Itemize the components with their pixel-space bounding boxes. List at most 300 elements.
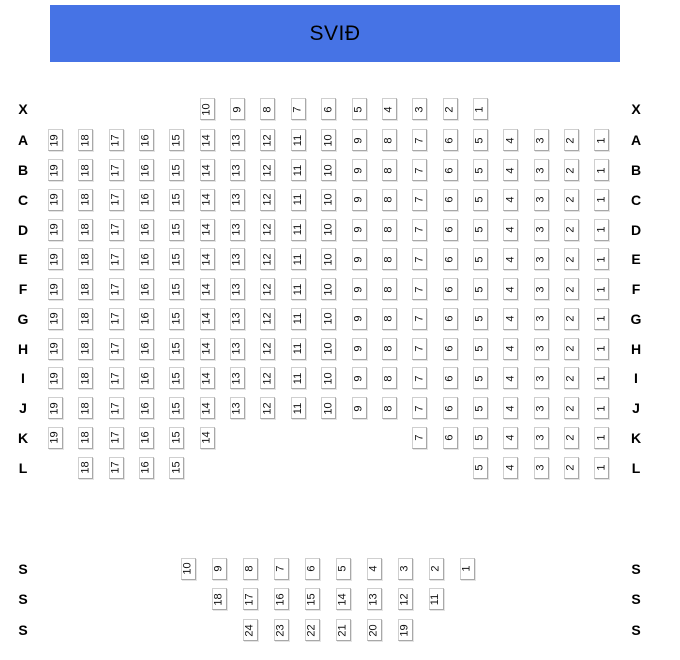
seat-number: 1 bbox=[595, 256, 608, 263]
seat-s-14-11[interactable] bbox=[429, 588, 444, 610]
seat-number: 8 bbox=[261, 105, 274, 113]
seat-k-11-4[interactable] bbox=[503, 427, 518, 449]
seat-number: 6 bbox=[443, 345, 456, 352]
seat-j-10-8[interactable] bbox=[382, 397, 397, 419]
seat-k-11-2[interactable] bbox=[564, 427, 579, 449]
seat-number: 10 bbox=[322, 193, 335, 206]
seat-h-8-3[interactable] bbox=[534, 338, 549, 360]
seat-d-4-10[interactable] bbox=[321, 219, 336, 241]
row-label-right-i-9: I bbox=[634, 370, 638, 387]
seat-a-1-9[interactable] bbox=[352, 129, 367, 151]
seat-d-4-9[interactable] bbox=[352, 219, 367, 241]
seat-number: 14 bbox=[200, 372, 213, 385]
seat-g-7-1[interactable] bbox=[594, 308, 609, 330]
seat-i-9-5[interactable] bbox=[473, 367, 488, 389]
seat-e-5-16[interactable] bbox=[139, 248, 154, 270]
seat-x-0-3[interactable] bbox=[412, 98, 427, 120]
seat-l-12-18[interactable] bbox=[78, 457, 93, 479]
seat-h-8-13[interactable] bbox=[230, 338, 245, 360]
seat-a-1-19[interactable] bbox=[48, 129, 63, 151]
seat-number: 4 bbox=[504, 286, 517, 293]
seat-a-1-18[interactable] bbox=[78, 129, 93, 151]
seat-number: 6 bbox=[443, 226, 456, 233]
seat-s-14-12[interactable] bbox=[398, 588, 413, 610]
seat-s-13-5[interactable] bbox=[336, 558, 351, 580]
seat-s-14-15[interactable] bbox=[305, 588, 320, 610]
seat-number: 12 bbox=[261, 223, 274, 236]
seat-number: 14 bbox=[200, 134, 213, 147]
seat-x-0-1[interactable] bbox=[473, 98, 488, 120]
seat-a-1-1[interactable] bbox=[594, 129, 609, 151]
seat-l-12-16[interactable] bbox=[139, 457, 154, 479]
seat-b-2-10[interactable] bbox=[321, 159, 336, 181]
seat-d-4-2[interactable] bbox=[564, 219, 579, 241]
seat-j-10-16[interactable] bbox=[139, 397, 154, 419]
seat-number: 19 bbox=[49, 282, 61, 296]
seat-s-15-19[interactable] bbox=[398, 619, 413, 641]
seat-j-10-6[interactable] bbox=[443, 397, 458, 419]
seat-d-4-11[interactable] bbox=[291, 219, 306, 241]
seat-g-7-11[interactable] bbox=[291, 308, 306, 330]
seat-number: 6 bbox=[305, 565, 318, 572]
seat-c-3-16[interactable] bbox=[139, 189, 154, 211]
seat-d-4-18[interactable] bbox=[78, 219, 93, 241]
seat-x-0-7[interactable] bbox=[291, 98, 306, 120]
seat-c-3-15[interactable] bbox=[169, 189, 184, 211]
seat-f-6-13[interactable] bbox=[230, 278, 245, 300]
seat-number: 15 bbox=[170, 461, 183, 474]
seat-e-5-11[interactable] bbox=[291, 248, 306, 270]
seat-number: 10 bbox=[200, 102, 213, 116]
seat-i-9-13[interactable] bbox=[230, 367, 245, 389]
seat-k-11-5[interactable] bbox=[473, 427, 488, 449]
seat-number: 15 bbox=[170, 193, 183, 206]
seat-f-6-17[interactable] bbox=[109, 278, 124, 300]
seat-number: 18 bbox=[79, 134, 92, 147]
seat-f-6-8[interactable] bbox=[382, 278, 397, 300]
seat-number: 1 bbox=[595, 464, 608, 471]
seat-g-7-14[interactable] bbox=[200, 308, 215, 330]
seat-number: 14 bbox=[200, 223, 213, 236]
seat-h-8-5[interactable] bbox=[473, 338, 488, 360]
seat-i-9-6[interactable] bbox=[443, 367, 458, 389]
seat-c-3-9[interactable] bbox=[352, 189, 367, 211]
seat-k-11-15[interactable] bbox=[169, 427, 184, 449]
seat-s-13-2[interactable] bbox=[429, 558, 444, 580]
seat-g-7-10[interactable] bbox=[321, 308, 336, 330]
seat-g-7-9[interactable] bbox=[352, 308, 367, 330]
seat-f-6-16[interactable] bbox=[139, 278, 154, 300]
seat-s-15-20[interactable] bbox=[367, 619, 382, 641]
seat-j-10-17[interactable] bbox=[109, 397, 124, 419]
seat-l-12-4[interactable] bbox=[503, 457, 518, 479]
seat-h-8-10[interactable] bbox=[321, 338, 336, 360]
seat-s-15-21[interactable] bbox=[336, 619, 351, 641]
seat-c-3-14[interactable] bbox=[200, 189, 215, 211]
seat-a-1-3[interactable] bbox=[534, 129, 549, 151]
seat-e-5-1[interactable] bbox=[594, 248, 609, 270]
seat-j-10-14[interactable] bbox=[200, 397, 215, 419]
seat-h-8-19[interactable] bbox=[48, 338, 63, 360]
seat-c-3-1[interactable] bbox=[594, 189, 609, 211]
seat-b-2-2[interactable] bbox=[564, 159, 579, 181]
seat-e-5-14[interactable] bbox=[200, 248, 215, 270]
seat-e-5-13[interactable] bbox=[230, 248, 245, 270]
seat-a-1-14[interactable] bbox=[200, 129, 215, 151]
seat-j-10-18[interactable] bbox=[78, 397, 93, 419]
seat-e-5-3[interactable] bbox=[534, 248, 549, 270]
seat-g-7-19[interactable] bbox=[48, 308, 63, 330]
seat-f-6-19[interactable] bbox=[48, 278, 63, 300]
seat-s-14-18[interactable] bbox=[212, 588, 227, 610]
seat-b-2-17[interactable] bbox=[109, 159, 124, 181]
seat-h-8-1[interactable] bbox=[594, 338, 609, 360]
seat-h-8-17[interactable] bbox=[109, 338, 124, 360]
seat-e-5-15[interactable] bbox=[169, 248, 184, 270]
seat-number: 1 bbox=[473, 105, 486, 113]
seat-s-13-9[interactable] bbox=[212, 558, 227, 580]
seat-e-5-8[interactable] bbox=[382, 248, 397, 270]
seat-d-4-4[interactable] bbox=[503, 219, 518, 241]
seat-j-10-1[interactable] bbox=[594, 397, 609, 419]
seat-g-7-5[interactable] bbox=[473, 308, 488, 330]
seat-g-7-17[interactable] bbox=[109, 308, 124, 330]
seat-b-2-12[interactable] bbox=[260, 159, 275, 181]
seat-a-1-11[interactable] bbox=[291, 129, 306, 151]
seat-i-9-2[interactable] bbox=[564, 367, 579, 389]
seat-i-9-7[interactable] bbox=[412, 367, 427, 389]
seat-a-1-6[interactable] bbox=[443, 129, 458, 151]
seat-f-6-10[interactable] bbox=[321, 278, 336, 300]
seat-e-5-19[interactable] bbox=[48, 248, 63, 270]
seat-l-12-15[interactable] bbox=[169, 457, 184, 479]
seat-number: 2 bbox=[429, 565, 442, 572]
row-label-right-s-14: S bbox=[631, 591, 641, 608]
seat-g-7-7[interactable] bbox=[412, 308, 427, 330]
seat-g-7-16[interactable] bbox=[139, 308, 154, 330]
seat-x-0-9[interactable] bbox=[230, 98, 245, 120]
seat-i-9-4[interactable] bbox=[503, 367, 518, 389]
seat-s-14-16[interactable] bbox=[274, 588, 289, 610]
seat-s-13-3[interactable] bbox=[398, 558, 413, 580]
seat-f-6-2[interactable] bbox=[564, 278, 579, 300]
seat-g-7-2[interactable] bbox=[564, 308, 579, 330]
seat-d-4-16[interactable] bbox=[139, 219, 154, 241]
seat-h-8-6[interactable] bbox=[443, 338, 458, 360]
seat-h-8-11[interactable] bbox=[291, 338, 306, 360]
seat-number: 8 bbox=[243, 565, 256, 572]
seat-f-6-4[interactable] bbox=[503, 278, 518, 300]
seat-a-1-13[interactable] bbox=[230, 129, 245, 151]
seat-i-9-16[interactable] bbox=[139, 367, 154, 389]
seat-f-6-3[interactable] bbox=[534, 278, 549, 300]
seat-a-1-7[interactable] bbox=[412, 129, 427, 151]
seat-h-8-2[interactable] bbox=[564, 338, 579, 360]
seat-a-1-4[interactable] bbox=[503, 129, 518, 151]
seat-k-11-19[interactable] bbox=[48, 427, 63, 449]
seat-j-10-10[interactable] bbox=[321, 397, 336, 419]
seat-number: 7 bbox=[413, 137, 426, 144]
seat-e-5-5[interactable] bbox=[473, 248, 488, 270]
seat-i-9-14[interactable] bbox=[200, 367, 215, 389]
seat-e-5-7[interactable] bbox=[412, 248, 427, 270]
seat-s-15-22[interactable] bbox=[305, 619, 320, 641]
seat-e-5-10[interactable] bbox=[321, 248, 336, 270]
seat-h-8-7[interactable] bbox=[412, 338, 427, 360]
seat-i-9-3[interactable] bbox=[534, 367, 549, 389]
seat-number: 18 bbox=[79, 312, 92, 326]
seat-k-11-3[interactable] bbox=[534, 427, 549, 449]
seat-a-1-5[interactable] bbox=[473, 129, 488, 151]
seat-d-4-14[interactable] bbox=[200, 219, 215, 241]
seat-s-13-4[interactable] bbox=[367, 558, 382, 580]
seat-d-4-1[interactable] bbox=[594, 219, 609, 241]
seat-number: 19 bbox=[49, 401, 61, 415]
seat-e-5-4[interactable] bbox=[503, 248, 518, 270]
seat-s-14-17[interactable] bbox=[243, 588, 258, 610]
seat-j-10-15[interactable] bbox=[169, 397, 184, 419]
seat-j-10-5[interactable] bbox=[473, 397, 488, 419]
seat-c-3-7[interactable] bbox=[412, 189, 427, 211]
seat-g-7-4[interactable] bbox=[503, 308, 518, 330]
seat-j-10-11[interactable] bbox=[291, 397, 306, 419]
seat-number: 5 bbox=[473, 375, 486, 382]
seat-h-8-4[interactable] bbox=[503, 338, 518, 360]
seat-x-0-5[interactable] bbox=[352, 98, 367, 120]
seat-h-8-18[interactable] bbox=[78, 338, 93, 360]
seat-g-7-3[interactable] bbox=[534, 308, 549, 330]
row-label-left-d-4: D bbox=[17, 221, 29, 238]
seat-a-1-8[interactable] bbox=[382, 129, 397, 151]
seat-s-15-23[interactable] bbox=[274, 619, 289, 641]
seat-a-1-12[interactable] bbox=[260, 129, 275, 151]
seat-number: 24 bbox=[243, 623, 256, 637]
seat-i-9-9[interactable] bbox=[352, 367, 367, 389]
seat-number: 15 bbox=[170, 282, 183, 296]
seat-b-2-16[interactable] bbox=[139, 159, 154, 181]
seat-number: 15 bbox=[305, 593, 318, 606]
seat-b-2-7[interactable] bbox=[412, 159, 427, 181]
seat-number: 19 bbox=[49, 223, 61, 236]
seat-h-8-12[interactable] bbox=[260, 338, 275, 360]
seat-number: 14 bbox=[200, 342, 213, 355]
seat-x-0-2[interactable] bbox=[443, 98, 458, 120]
seat-b-2-18[interactable] bbox=[78, 159, 93, 181]
seat-number: 14 bbox=[336, 593, 349, 606]
seat-number: 5 bbox=[473, 196, 486, 203]
seat-b-2-9[interactable] bbox=[352, 159, 367, 181]
seat-e-5-6[interactable] bbox=[443, 248, 458, 270]
seat-s-13-7[interactable] bbox=[274, 558, 289, 580]
seat-b-2-19[interactable] bbox=[48, 159, 63, 181]
seat-i-9-17[interactable] bbox=[109, 367, 124, 389]
seat-j-10-3[interactable] bbox=[534, 397, 549, 419]
seat-c-3-2[interactable] bbox=[564, 189, 579, 211]
seat-e-5-2[interactable] bbox=[564, 248, 579, 270]
seat-a-1-15[interactable] bbox=[169, 129, 184, 151]
seat-number: 13 bbox=[231, 342, 244, 355]
seat-f-6-5[interactable] bbox=[473, 278, 488, 300]
row-label-right-l-12: L bbox=[631, 459, 641, 476]
seat-k-11-16[interactable] bbox=[139, 427, 154, 449]
seat-d-4-6[interactable] bbox=[443, 219, 458, 241]
seat-number: 2 bbox=[564, 226, 577, 233]
seat-c-3-4[interactable] bbox=[503, 189, 518, 211]
seat-d-4-8[interactable] bbox=[382, 219, 397, 241]
seat-b-2-8[interactable] bbox=[382, 159, 397, 181]
seat-d-4-7[interactable] bbox=[412, 219, 427, 241]
seat-l-12-1[interactable] bbox=[594, 457, 609, 479]
seat-i-9-15[interactable] bbox=[169, 367, 184, 389]
seat-g-7-8[interactable] bbox=[382, 308, 397, 330]
seat-a-1-17[interactable] bbox=[109, 129, 124, 151]
seat-f-6-6[interactable] bbox=[443, 278, 458, 300]
seat-e-5-18[interactable] bbox=[78, 248, 93, 270]
seat-h-8-8[interactable] bbox=[382, 338, 397, 360]
seat-k-11-18[interactable] bbox=[78, 427, 93, 449]
seat-j-10-2[interactable] bbox=[564, 397, 579, 419]
seat-number: 15 bbox=[170, 401, 183, 415]
seat-j-10-12[interactable] bbox=[260, 397, 275, 419]
seat-g-7-15[interactable] bbox=[169, 308, 184, 330]
seat-i-9-8[interactable] bbox=[382, 367, 397, 389]
seat-g-7-12[interactable] bbox=[260, 308, 275, 330]
seat-e-5-12[interactable] bbox=[260, 248, 275, 270]
seat-b-2-3[interactable] bbox=[534, 159, 549, 181]
seat-f-6-11[interactable] bbox=[291, 278, 306, 300]
seat-l-12-5[interactable] bbox=[473, 457, 488, 479]
seat-f-6-7[interactable] bbox=[412, 278, 427, 300]
seat-c-3-19[interactable] bbox=[48, 189, 63, 211]
seat-b-2-13[interactable] bbox=[230, 159, 245, 181]
seat-h-8-15[interactable] bbox=[169, 338, 184, 360]
seat-g-7-6[interactable] bbox=[443, 308, 458, 330]
row-label-left-e-5: E bbox=[18, 251, 28, 268]
seat-i-9-18[interactable] bbox=[78, 367, 93, 389]
seat-j-10-4[interactable] bbox=[503, 397, 518, 419]
seat-number: 10 bbox=[322, 134, 335, 147]
seat-k-11-17[interactable] bbox=[109, 427, 124, 449]
seat-c-3-17[interactable] bbox=[109, 189, 124, 211]
seat-s-13-10[interactable] bbox=[181, 558, 196, 580]
seat-f-6-12[interactable] bbox=[260, 278, 275, 300]
seat-c-3-11[interactable] bbox=[291, 189, 306, 211]
seat-s-13-1[interactable] bbox=[460, 558, 475, 580]
seat-b-2-5[interactable] bbox=[473, 159, 488, 181]
seat-c-3-6[interactable] bbox=[443, 189, 458, 211]
seat-f-6-1[interactable] bbox=[594, 278, 609, 300]
seat-c-3-3[interactable] bbox=[534, 189, 549, 211]
seat-f-6-15[interactable] bbox=[169, 278, 184, 300]
seat-d-4-3[interactable] bbox=[534, 219, 549, 241]
row-label-right-d-4: D bbox=[630, 221, 642, 238]
seat-d-4-12[interactable] bbox=[260, 219, 275, 241]
seat-i-9-1[interactable] bbox=[594, 367, 609, 389]
seat-k-11-14[interactable] bbox=[200, 427, 215, 449]
seat-x-0-8[interactable] bbox=[260, 98, 275, 120]
seat-b-2-4[interactable] bbox=[503, 159, 518, 181]
seat-i-9-10[interactable] bbox=[321, 367, 336, 389]
seat-b-2-1[interactable] bbox=[594, 159, 609, 181]
seat-j-10-13[interactable] bbox=[230, 397, 245, 419]
seat-k-11-7[interactable] bbox=[412, 427, 427, 449]
seat-d-4-5[interactable] bbox=[473, 219, 488, 241]
seat-c-3-10[interactable] bbox=[321, 189, 336, 211]
seat-c-3-8[interactable] bbox=[382, 189, 397, 211]
seat-g-7-13[interactable] bbox=[230, 308, 245, 330]
seat-number: 18 bbox=[79, 163, 92, 177]
row-label-left-f-6: F bbox=[18, 281, 28, 298]
seat-f-6-18[interactable] bbox=[78, 278, 93, 300]
seat-number: 2 bbox=[564, 315, 577, 322]
seat-c-3-13[interactable] bbox=[230, 189, 245, 211]
seat-l-12-17[interactable] bbox=[109, 457, 124, 479]
seat-c-3-12[interactable] bbox=[260, 189, 275, 211]
seat-d-4-13[interactable] bbox=[230, 219, 245, 241]
seat-a-1-16[interactable] bbox=[139, 129, 154, 151]
seat-k-11-1[interactable] bbox=[594, 427, 609, 449]
seat-number: 10 bbox=[322, 253, 335, 266]
seat-d-4-19[interactable] bbox=[48, 219, 63, 241]
seat-h-8-14[interactable] bbox=[200, 338, 215, 360]
seat-number: 16 bbox=[140, 193, 153, 206]
seat-c-3-18[interactable] bbox=[78, 189, 93, 211]
seat-g-7-18[interactable] bbox=[78, 308, 93, 330]
seat-b-2-14[interactable] bbox=[200, 159, 215, 181]
seat-j-10-9[interactable] bbox=[352, 397, 367, 419]
seat-a-1-10[interactable] bbox=[321, 129, 336, 151]
seat-f-6-14[interactable] bbox=[200, 278, 215, 300]
seat-b-2-15[interactable] bbox=[169, 159, 184, 181]
seat-j-10-7[interactable] bbox=[412, 397, 427, 419]
seat-i-9-19[interactable] bbox=[48, 367, 63, 389]
seat-e-5-9[interactable] bbox=[352, 248, 367, 270]
seat-number: 7 bbox=[413, 166, 426, 174]
seat-number: 8 bbox=[382, 286, 395, 293]
seat-s-13-6[interactable] bbox=[305, 558, 320, 580]
seat-l-12-3[interactable] bbox=[534, 457, 549, 479]
seat-number: 6 bbox=[443, 405, 456, 412]
seat-e-5-17[interactable] bbox=[109, 248, 124, 270]
seat-s-14-13[interactable] bbox=[367, 588, 382, 610]
seat-h-8-16[interactable] bbox=[139, 338, 154, 360]
seat-number: 17 bbox=[109, 431, 122, 445]
seat-d-4-17[interactable] bbox=[109, 219, 124, 241]
seat-number: 3 bbox=[534, 434, 547, 441]
seat-f-6-9[interactable] bbox=[352, 278, 367, 300]
seat-number: 13 bbox=[231, 401, 244, 415]
seat-j-10-19[interactable] bbox=[48, 397, 63, 419]
seat-k-11-6[interactable] bbox=[443, 427, 458, 449]
seat-s-13-8[interactable] bbox=[243, 558, 258, 580]
seat-l-12-2[interactable] bbox=[564, 457, 579, 479]
seat-i-9-12[interactable] bbox=[260, 367, 275, 389]
seat-a-1-2[interactable] bbox=[564, 129, 579, 151]
seat-number: 16 bbox=[140, 223, 153, 236]
seat-i-9-11[interactable] bbox=[291, 367, 306, 389]
seat-x-0-6[interactable] bbox=[321, 98, 336, 120]
seat-b-2-11[interactable] bbox=[291, 159, 306, 181]
seat-d-4-15[interactable] bbox=[169, 219, 184, 241]
seat-s-14-14[interactable] bbox=[336, 588, 351, 610]
seat-h-8-9[interactable] bbox=[352, 338, 367, 360]
seat-x-0-4[interactable] bbox=[382, 98, 397, 120]
seat-s-15-24[interactable] bbox=[243, 619, 258, 641]
seat-b-2-6[interactable] bbox=[443, 159, 458, 181]
seat-c-3-5[interactable] bbox=[473, 189, 488, 211]
seat-number: 3 bbox=[534, 286, 547, 293]
seat-x-0-10[interactable] bbox=[200, 98, 215, 120]
